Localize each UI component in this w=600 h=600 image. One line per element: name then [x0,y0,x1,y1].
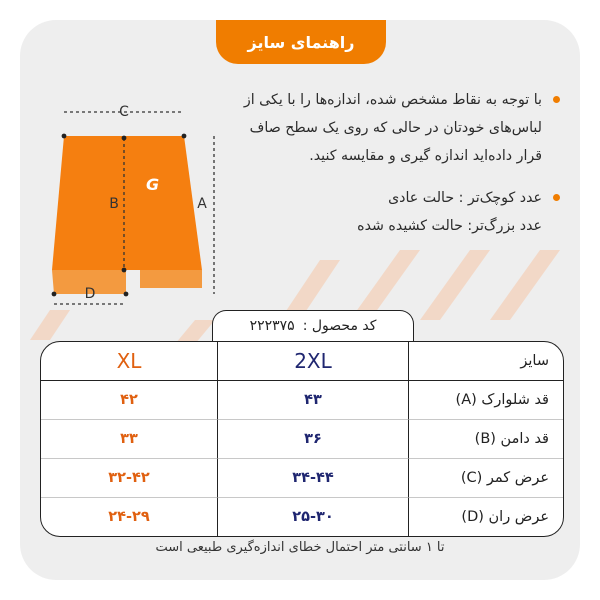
table-row: قد دامن (B) ۳۶ ۳۳ [41,420,563,459]
note-large: عدد بزرگ‌تر: حالت کشیده شده [357,218,542,234]
table-row: عرض کمر (C) ۳۴-۴۴ ۳۲-۴۲ [41,459,563,498]
label-a: A [197,196,207,212]
product-code [212,310,414,341]
table-row: قد شلوارک (A) ۴۳ ۴۲ [41,381,563,420]
product-code-value: ۲۲۲۳۷۵ [249,318,295,334]
product-code-label: کد محصول : [302,318,377,334]
bullet-dot-icon [553,194,560,201]
brand-logo-icon: G [146,175,160,194]
table-header-xl: XL [41,342,217,381]
page-title: راهنمای سایز [216,20,386,64]
shorts-diagram [42,98,222,308]
shorts-legs-icon [52,270,202,294]
instruction-item: با توجه به نقاط مشخص شده، اندازه‌ها را با یکی از لباس‌های خودتان در حالی که روی یک سطح صاف قرار داده‌اید اندازه گیری و مقایسه کنید. [232,86,562,170]
size-guide-card [20,20,580,580]
label-b: B [109,196,119,212]
footnote: تا ۱ سانتی متر احتمال خطای اندازه‌گیری طبیعی است [155,540,445,555]
table-header-2xl: 2XL [217,342,408,381]
instructions-block [232,86,562,248]
shorts-body-icon [52,136,202,270]
label-d: D [84,286,96,302]
table-row: عرض ران (D) ۲۵-۳۰ ۲۴-۲۹ [41,498,563,536]
label-c: C [119,104,129,120]
table-header-row [41,342,563,381]
notes-item [232,184,562,240]
table-header-label: سایز [408,342,563,381]
size-table [40,341,564,537]
bullet-dot-icon [553,96,560,103]
note-small: عدد کوچک‌تر : حالت عادی [388,190,542,206]
